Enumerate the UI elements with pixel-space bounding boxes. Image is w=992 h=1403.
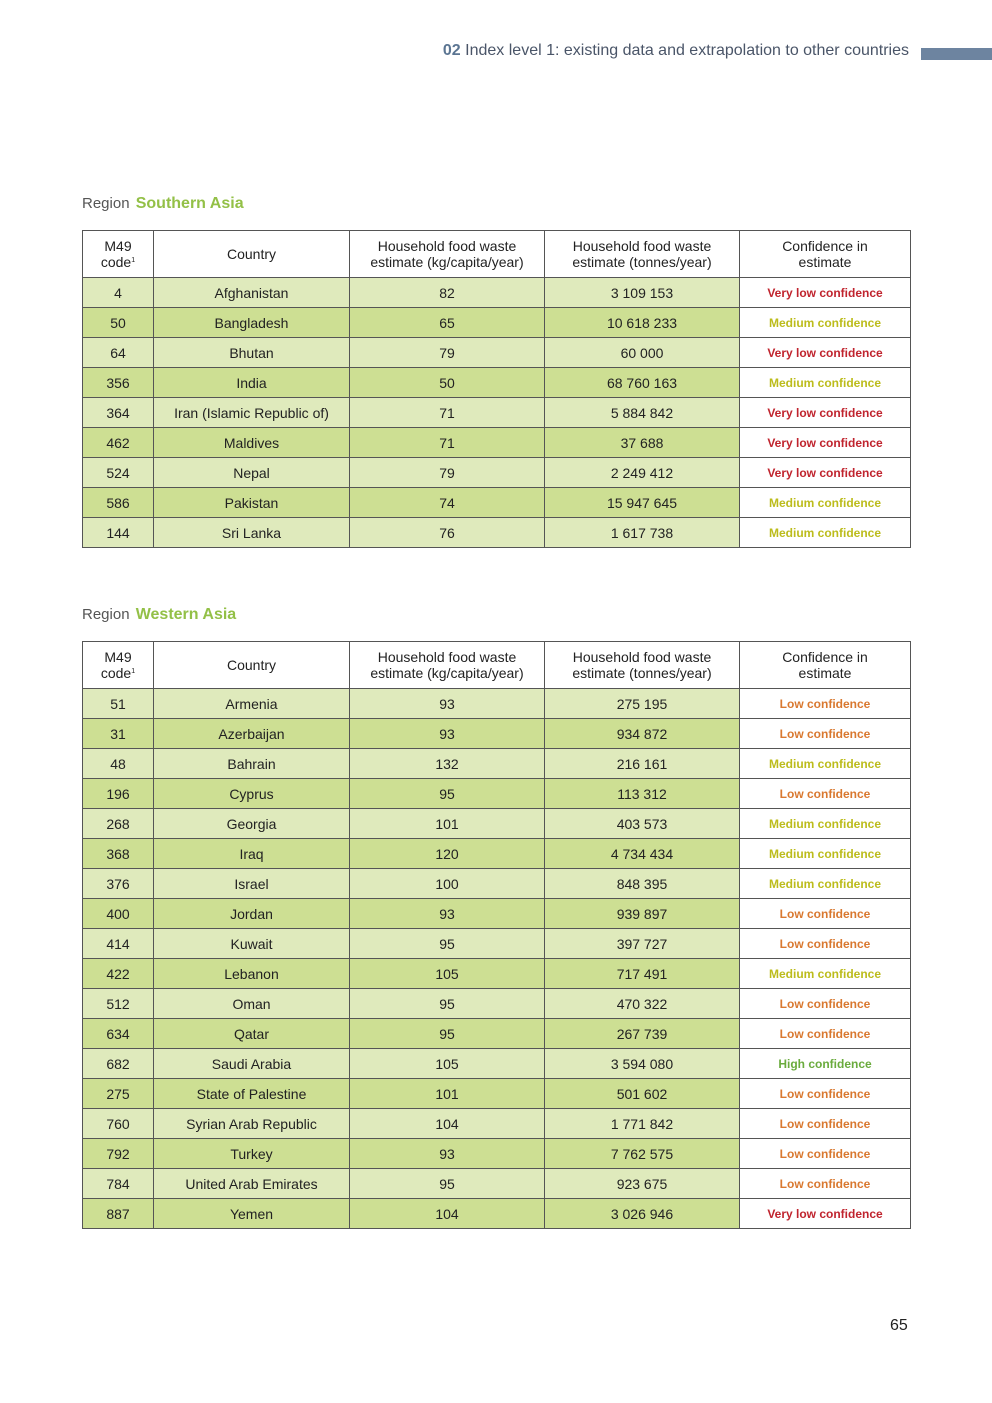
table-row	[83, 929, 911, 959]
table-row	[83, 809, 911, 839]
cell-country: Cyprus	[154, 779, 350, 809]
cell-kg-per-capita: 93	[350, 719, 545, 749]
table-row	[83, 1199, 911, 1229]
cell-tonnes: 934 872	[545, 719, 740, 749]
cell-country: Syrian Arab Republic	[154, 1109, 350, 1139]
cell-m49-code: 414	[83, 929, 154, 959]
col-header-m49: M49 code$^1$	[83, 642, 154, 689]
cell-kg-per-capita: 132	[350, 749, 545, 779]
table-row	[83, 428, 911, 458]
table-row	[83, 1139, 911, 1169]
table-row	[83, 869, 911, 899]
cell-kg-per-capita: 105	[350, 959, 545, 989]
cell-tonnes: 470 322	[545, 989, 740, 1019]
table-row	[83, 1169, 911, 1199]
cell-m49-code: 364	[83, 398, 154, 428]
cell-m49-code: 887	[83, 1199, 154, 1229]
cell-confidence: Medium confidence	[740, 488, 911, 518]
cell-tonnes: 3 109 153	[545, 278, 740, 308]
cell-tonnes: 15 947 645	[545, 488, 740, 518]
region-label: Region	[82, 606, 130, 623]
cell-confidence: Very low confidence	[740, 428, 911, 458]
col-header-m49: M49 code$^1$	[83, 231, 154, 278]
cell-kg-per-capita: 93	[350, 1139, 545, 1169]
cell-m49-code: 50	[83, 308, 154, 338]
cell-m49-code: 524	[83, 458, 154, 488]
cell-country: Jordan	[154, 899, 350, 929]
cell-confidence: Low confidence	[740, 899, 911, 929]
cell-kg-per-capita: 95	[350, 1019, 545, 1049]
page-number: 65	[890, 1317, 908, 1334]
table-row	[83, 719, 911, 749]
table-row	[83, 1109, 911, 1139]
cell-tonnes: 397 727	[545, 929, 740, 959]
cell-kg-per-capita: 71	[350, 428, 545, 458]
cell-kg-per-capita: 101	[350, 1079, 545, 1109]
running-header	[443, 42, 909, 60]
table-header-row	[83, 231, 911, 278]
cell-tonnes: 3 594 080	[545, 1049, 740, 1079]
cell-tonnes: 68 760 163	[545, 368, 740, 398]
cell-kg-per-capita: 95	[350, 989, 545, 1019]
cell-m49-code: 400	[83, 899, 154, 929]
cell-country: Lebanon	[154, 959, 350, 989]
cell-m49-code: 422	[83, 959, 154, 989]
table-row	[83, 749, 911, 779]
cell-kg-per-capita: 101	[350, 809, 545, 839]
cell-confidence: Low confidence	[740, 1019, 911, 1049]
table-row	[83, 1049, 911, 1079]
cell-m49-code: 512	[83, 989, 154, 1019]
cell-m49-code: 144	[83, 518, 154, 548]
cell-m49-code: 634	[83, 1019, 154, 1049]
cell-kg-per-capita: 104	[350, 1199, 545, 1229]
region-name: Western Asia	[135, 606, 237, 623]
cell-country: State of Palestine	[154, 1079, 350, 1109]
cell-country: Bangladesh	[154, 308, 350, 338]
cell-country: Afghanistan	[154, 278, 350, 308]
cell-confidence: Low confidence	[740, 1109, 911, 1139]
cell-kg-per-capita: 95	[350, 929, 545, 959]
cell-confidence: Very low confidence	[740, 1199, 911, 1229]
cell-confidence: Low confidence	[740, 1169, 911, 1199]
cell-m49-code: 275	[83, 1079, 154, 1109]
col-header-tonnes: Household food waste estimate (tonnes/year)	[545, 231, 740, 278]
cell-country: Turkey	[154, 1139, 350, 1169]
cell-country: Kuwait	[154, 929, 350, 959]
cell-kg-per-capita: 93	[350, 689, 545, 719]
table-row	[83, 338, 911, 368]
cell-confidence: Very low confidence	[740, 338, 911, 368]
col-header-kg: Household food waste estimate (kg/capita/year)	[350, 231, 545, 278]
chapter-title: Index level 1: existing data and extrapolation to other countries	[465, 42, 909, 59]
cell-tonnes: 1 771 842	[545, 1109, 740, 1139]
col-header-confidence: Confidence in estimate	[740, 231, 911, 278]
cell-m49-code: 268	[83, 809, 154, 839]
col-header-country: Country	[154, 231, 350, 278]
table-row	[83, 839, 911, 869]
table-row	[83, 518, 911, 548]
table-row	[83, 278, 911, 308]
cell-tonnes: 37 688	[545, 428, 740, 458]
cell-kg-per-capita: 79	[350, 338, 545, 368]
cell-confidence: Low confidence	[740, 779, 911, 809]
cell-tonnes: 3 026 946	[545, 1199, 740, 1229]
cell-tonnes: 7 762 575	[545, 1139, 740, 1169]
cell-kg-per-capita: 95	[350, 1169, 545, 1199]
cell-country: Azerbaijan	[154, 719, 350, 749]
region-name: Southern Asia	[135, 195, 244, 212]
cell-country: India	[154, 368, 350, 398]
cell-kg-per-capita: 105	[350, 1049, 545, 1079]
chapter-number: 02	[442, 42, 461, 59]
cell-confidence: Medium confidence	[740, 869, 911, 899]
cell-kg-per-capita: 95	[350, 779, 545, 809]
cell-country: United Arab Emirates	[154, 1169, 350, 1199]
region-label: Region	[82, 195, 130, 212]
cell-country: Israel	[154, 869, 350, 899]
cell-tonnes: 1 617 738	[545, 518, 740, 548]
cell-tonnes: 2 249 412	[545, 458, 740, 488]
cell-confidence: Low confidence	[740, 689, 911, 719]
cell-kg-per-capita: 50	[350, 368, 545, 398]
cell-confidence: Medium confidence	[740, 959, 911, 989]
cell-country: Georgia	[154, 809, 350, 839]
table-row	[83, 689, 911, 719]
table-row	[83, 398, 911, 428]
table-row	[83, 989, 911, 1019]
cell-country: Bhutan	[154, 338, 350, 368]
region-heading-southern-asia	[82, 195, 244, 213]
cell-confidence: Very low confidence	[740, 278, 911, 308]
table-row	[83, 959, 911, 989]
cell-tonnes: 923 675	[545, 1169, 740, 1199]
table-header-row	[83, 642, 911, 689]
cell-country: Nepal	[154, 458, 350, 488]
cell-kg-per-capita: 65	[350, 308, 545, 338]
cell-country: Oman	[154, 989, 350, 1019]
cell-tonnes: 10 618 233	[545, 308, 740, 338]
cell-country: Saudi Arabia	[154, 1049, 350, 1079]
cell-tonnes: 267 739	[545, 1019, 740, 1049]
cell-m49-code: 792	[83, 1139, 154, 1169]
cell-kg-per-capita: 104	[350, 1109, 545, 1139]
cell-country: Pakistan	[154, 488, 350, 518]
cell-m49-code: 376	[83, 869, 154, 899]
cell-tonnes: 403 573	[545, 809, 740, 839]
cell-confidence: Low confidence	[740, 1139, 911, 1169]
table-row	[83, 368, 911, 398]
table-row	[83, 308, 911, 338]
cell-confidence: Low confidence	[740, 719, 911, 749]
cell-m49-code: 368	[83, 839, 154, 869]
col-header-country: Country	[154, 642, 350, 689]
cell-confidence: High confidence	[740, 1049, 911, 1079]
cell-confidence: Medium confidence	[740, 368, 911, 398]
cell-tonnes: 113 312	[545, 779, 740, 809]
cell-tonnes: 216 161	[545, 749, 740, 779]
cell-m49-code: 48	[83, 749, 154, 779]
cell-kg-per-capita: 79	[350, 458, 545, 488]
table-row	[83, 1019, 911, 1049]
table-row	[83, 1079, 911, 1109]
cell-country: Sri Lanka	[154, 518, 350, 548]
cell-country: Yemen	[154, 1199, 350, 1229]
cell-m49-code: 4	[83, 278, 154, 308]
cell-country: Armenia	[154, 689, 350, 719]
table-southern-asia	[82, 230, 911, 548]
cell-tonnes: 501 602	[545, 1079, 740, 1109]
col-header-tonnes: Household food waste estimate (tonnes/year)	[545, 642, 740, 689]
cell-country: Iran (Islamic Republic of)	[154, 398, 350, 428]
col-header-confidence: Confidence in estimate	[740, 642, 911, 689]
cell-tonnes: 60 000	[545, 338, 740, 368]
cell-confidence: Medium confidence	[740, 308, 911, 338]
table-row	[83, 488, 911, 518]
cell-confidence: Low confidence	[740, 929, 911, 959]
cell-confidence: Medium confidence	[740, 839, 911, 869]
cell-confidence: Very low confidence	[740, 458, 911, 488]
cell-kg-per-capita: 76	[350, 518, 545, 548]
table-row	[83, 899, 911, 929]
cell-confidence: Medium confidence	[740, 749, 911, 779]
cell-kg-per-capita: 82	[350, 278, 545, 308]
cell-confidence: Low confidence	[740, 1079, 911, 1109]
cell-m49-code: 31	[83, 719, 154, 749]
cell-m49-code: 760	[83, 1109, 154, 1139]
cell-country: Bahrain	[154, 749, 350, 779]
cell-confidence: Very low confidence	[740, 398, 911, 428]
cell-tonnes: 939 897	[545, 899, 740, 929]
cell-m49-code: 682	[83, 1049, 154, 1079]
cell-confidence: Medium confidence	[740, 518, 911, 548]
cell-tonnes: 275 195	[545, 689, 740, 719]
cell-m49-code: 51	[83, 689, 154, 719]
cell-country: Qatar	[154, 1019, 350, 1049]
cell-kg-per-capita: 71	[350, 398, 545, 428]
cell-country: Maldives	[154, 428, 350, 458]
cell-tonnes: 4 734 434	[545, 839, 740, 869]
cell-m49-code: 462	[83, 428, 154, 458]
cell-m49-code: 356	[83, 368, 154, 398]
cell-m49-code: 586	[83, 488, 154, 518]
cell-kg-per-capita: 93	[350, 899, 545, 929]
cell-kg-per-capita: 100	[350, 869, 545, 899]
cell-confidence: Medium confidence	[740, 809, 911, 839]
table-row	[83, 458, 911, 488]
cell-tonnes: 717 491	[545, 959, 740, 989]
cell-m49-code: 196	[83, 779, 154, 809]
cell-m49-code: 64	[83, 338, 154, 368]
header-accent-bar	[921, 48, 992, 60]
cell-kg-per-capita: 74	[350, 488, 545, 518]
cell-confidence: Low confidence	[740, 989, 911, 1019]
cell-kg-per-capita: 120	[350, 839, 545, 869]
table-row	[83, 779, 911, 809]
cell-m49-code: 784	[83, 1169, 154, 1199]
cell-tonnes: 5 884 842	[545, 398, 740, 428]
cell-country: Iraq	[154, 839, 350, 869]
col-header-kg: Household food waste estimate (kg/capita/year)	[350, 642, 545, 689]
table-western-asia	[82, 641, 911, 1229]
cell-tonnes: 848 395	[545, 869, 740, 899]
region-heading-western-asia	[82, 606, 236, 624]
